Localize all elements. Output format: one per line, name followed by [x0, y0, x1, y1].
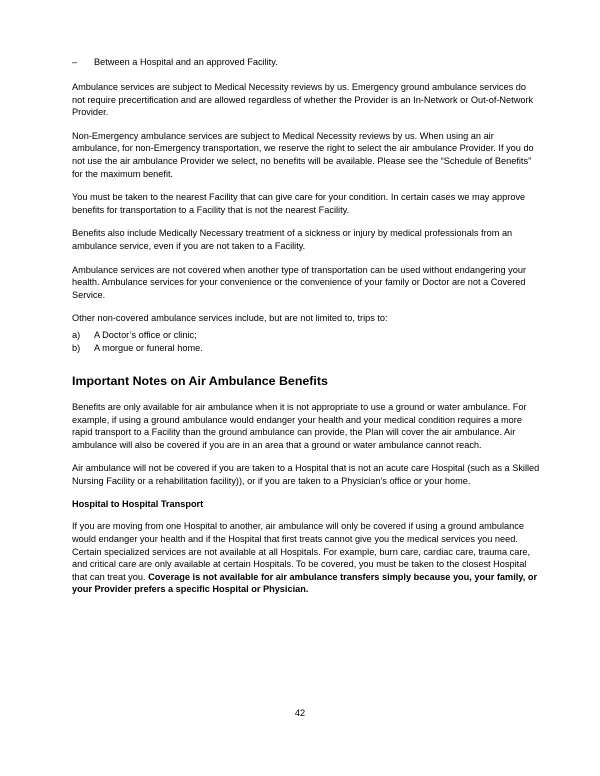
- list-item: [72, 342, 540, 355]
- paragraph-ambulance-medical-necessity: Ambulance services are subject to Medical Necessity reviews by us. Emergency ground ambulance services do not require precertification and are allowed regardless of whether the Provider is an In-Network or Out-of-Network Provider.: [72, 82, 534, 118]
- list-item-label: A morgue or funeral home.: [94, 342, 203, 353]
- non-covered-trips-list: [72, 329, 540, 355]
- paragraph-air-ambulance-appropriateness: Benefits are only available for air ambulance when it is not appropriate to use a ground or water ambulance. For example, if using a ground ambulance would endanger your health and your medical condition requires a more rapid transport to a Facility than the ground ambulance can provide, the Plan will cover the air ambulance. Air ambulance will also be covered if you are in an area that a ground or water ambulance cannot reach.: [72, 401, 527, 450]
- paragraph-hospital-to-hospital-emphasis: Coverage is not available for air ambulance transfers simply because you, your family, or your Provider prefers a specific Hospital or Physician.: [72, 571, 538, 595]
- paragraph-hospital-to-hospital-text: If you are moving from one Hospital to another, air ambulance will only be covered if using a ground ambulance would endanger your health and if the Hospital that first treats cannot give you the medical services you need. Certain specialized services are not available at all Hospitals. For example, burn care, cardiac care, trauma care, and critical care are only available at certain Hospitals. To be covered, you must be taken to the closest Hospital that can treat you.: [72, 521, 531, 582]
- bullet-item-text: Between a Hospital and an approved Facility.: [94, 57, 278, 67]
- paragraph-hospital-to-hospital: [72, 520, 540, 596]
- paragraph-non-emergency-ambulance: Non-Emergency ambulance services are subject to Medical Necessity reviews by us. When using an air ambulance, for non-Emergency transportation, we reserve the right to select the air ambulance Provider. If you do not use the air ambulance Provider we select, no benefits will be available. Please see the “Schedule of Benefits” for the maximum benefit.: [72, 130, 534, 179]
- paragraph-medically-necessary-treatment: Benefits also include Medically Necessary treatment of a sickness or injury by medical professionals from an ambulance service, even if you are not taken to a Facility.: [72, 228, 513, 251]
- section-heading-air-ambulance-notes: Important Notes on Air Ambulance Benefits: [72, 373, 328, 388]
- sub-heading-hospital-transport: Hospital to Hospital Transport: [72, 499, 204, 510]
- paragraph-not-covered-transportation: Ambulance services are not covered when another type of transportation can be used without endangering your health. Ambulance services for your convenience or the convenience of your family or Doctor are not a Covered Service.: [72, 264, 527, 300]
- list-item-marker: a): [72, 329, 81, 340]
- paragraph-nearest-facility: You must be taken to the nearest Facility that can give care for your condition. In certain cases we may approve benefits for transportation to a Facility that is not the nearest Facility.: [72, 192, 526, 215]
- page-number: 42: [294, 708, 306, 718]
- list-item: [72, 329, 540, 342]
- list-item-marker: b): [72, 342, 81, 353]
- bullet-item: [72, 56, 540, 69]
- paragraph-other-non-covered-intro: Other non-covered ambulance services include, but are not limited to, trips to:: [72, 313, 388, 324]
- dash-bullet-icon: –: [72, 57, 78, 67]
- paragraph-air-ambulance-exclusions: Air ambulance will not be covered if you are taken to a Hospital that is not an acute care Hospital (such as a Skilled Nursing Facility or a rehabilitation facility)), or if you are taken to a Physician’s office or your home.: [72, 463, 540, 486]
- list-item-label: A Doctor’s office or clinic;: [94, 329, 197, 340]
